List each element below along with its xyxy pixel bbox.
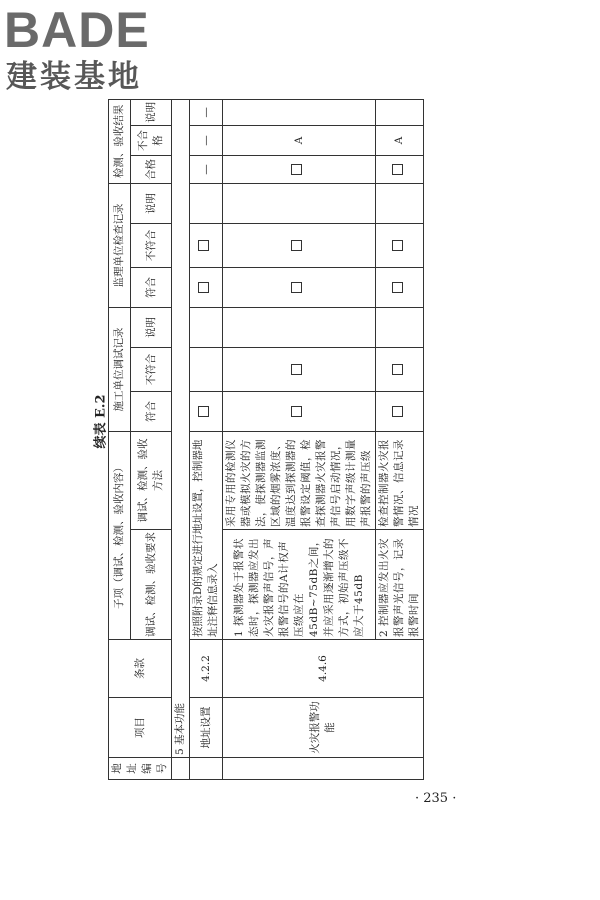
checkbox-mark [392,282,403,293]
checkbox-mark [392,240,403,251]
header-clause: 条款 [109,640,172,698]
logo-brand: BADE [4,2,150,58]
project-cell: 地址设置 [190,698,223,758]
page-number: · 235 · [415,791,457,806]
result-cell: — [190,155,223,183]
checkbox-mark [392,406,403,417]
header-contractor-note: 说明 [131,307,172,347]
section-blank [172,758,190,780]
checkbox-mark [291,406,302,417]
header-supervisor-note: 说明 [131,183,172,223]
contractor-cell [190,348,223,392]
header-supervisor: 监理单位检查记录 [109,183,131,307]
contractor-cell [376,348,424,392]
requirement-cell: 2 控制器应发出火灾报警声光信号，记录报警时间 [376,530,424,640]
header-supervisor-conform: 符合 [131,267,172,307]
supervisor-cell [223,223,376,267]
supervisor-cell [223,267,376,307]
supervisor-cell [190,223,223,267]
table-row [223,99,376,779]
checkbox-mark [198,240,209,251]
logo-chinese: 建装基地 [6,59,142,95]
method-cell: 检查控制器火灾报警情况、信息记录情况 [376,432,424,530]
header-result-pass: 合格 [131,155,172,183]
header-method: 调试、检测、验收方法 [131,432,172,530]
header-subitem: 子项（调试、检测、验收内容） [109,432,131,640]
checkbox-mark [392,364,403,375]
contractor-cell [190,392,223,432]
address-cell [223,758,424,780]
table-row [190,99,223,779]
clause-cell: 4.4.6 [223,640,424,698]
supervisor-cell [376,267,424,307]
header-inspection: 检测、验收结果 [109,99,131,183]
checkbox-mark [291,240,302,251]
checkbox-mark [198,282,209,293]
supervisor-cell [376,183,424,223]
header-result-fail: 不合格 [131,125,172,155]
project-cell: 火灾报警功能 [223,698,424,758]
header-address-no: 地址编号 [109,758,172,780]
header-contractor: 施工单位调试记录 [109,307,131,431]
checkbox-mark [198,406,209,417]
supervisor-cell [223,183,376,223]
header-project: 项目 [109,698,172,758]
checkbox-mark [291,364,302,375]
header-result-note: 说明 [131,99,172,125]
contractor-cell [376,392,424,432]
result-cell: A [223,125,376,155]
contractor-cell [223,348,376,392]
table-caption: 续表 E.2 [93,394,109,449]
result-cell [223,155,376,183]
supervisor-cell [376,223,424,267]
checkbox-mark [392,164,403,175]
header-requirement: 调试、检测、验收要求 [131,530,172,640]
result-cell: — [190,125,223,155]
supervisor-cell [190,267,223,307]
table-body [108,99,424,780]
result-cell [223,99,376,125]
result-cell [376,99,424,125]
requirement-cell: 1 探测器处于报警状态时，探测器应发出火灾报警声信号，声报警信号的A计权声压级应在45dB~75dB之间，并应采用逐渐增大的方式，初始声压级不应大于45dB [223,530,376,640]
contractor-cell [376,307,424,347]
checkbox-mark [291,282,302,293]
address-cell [190,758,223,780]
result-cell [376,155,424,183]
contractor-cell [223,392,376,432]
header-contractor-conform: 符合 [131,392,172,432]
contractor-cell [223,307,376,347]
result-cell: — [190,99,223,125]
section-title: 5 基本功能 [172,99,190,757]
contractor-cell [190,307,223,347]
header-contractor-nonconform: 不符合 [131,348,172,392]
method-cell: 采用专用的检测仪器或模拟火灾的方法，使探测器监测区域的烟雾浓度、温度达到探测器的报警设定阈值，检查探测器火灾报警声信号启动情况，用数字声级计测量声报警的声压级 [223,432,376,530]
merged-text-cell: 按照附录D的规定进行地址设置，控制器地址注释信息录入 [190,432,223,640]
rotated-table [108,100,600,780]
checkbox-mark [291,164,302,175]
bade-logo [4,2,174,98]
header-supervisor-nonconform: 不符合 [131,223,172,267]
clause-cell: 4.2.2 [190,640,223,698]
supervisor-cell [190,183,223,223]
result-cell: A [376,125,424,155]
